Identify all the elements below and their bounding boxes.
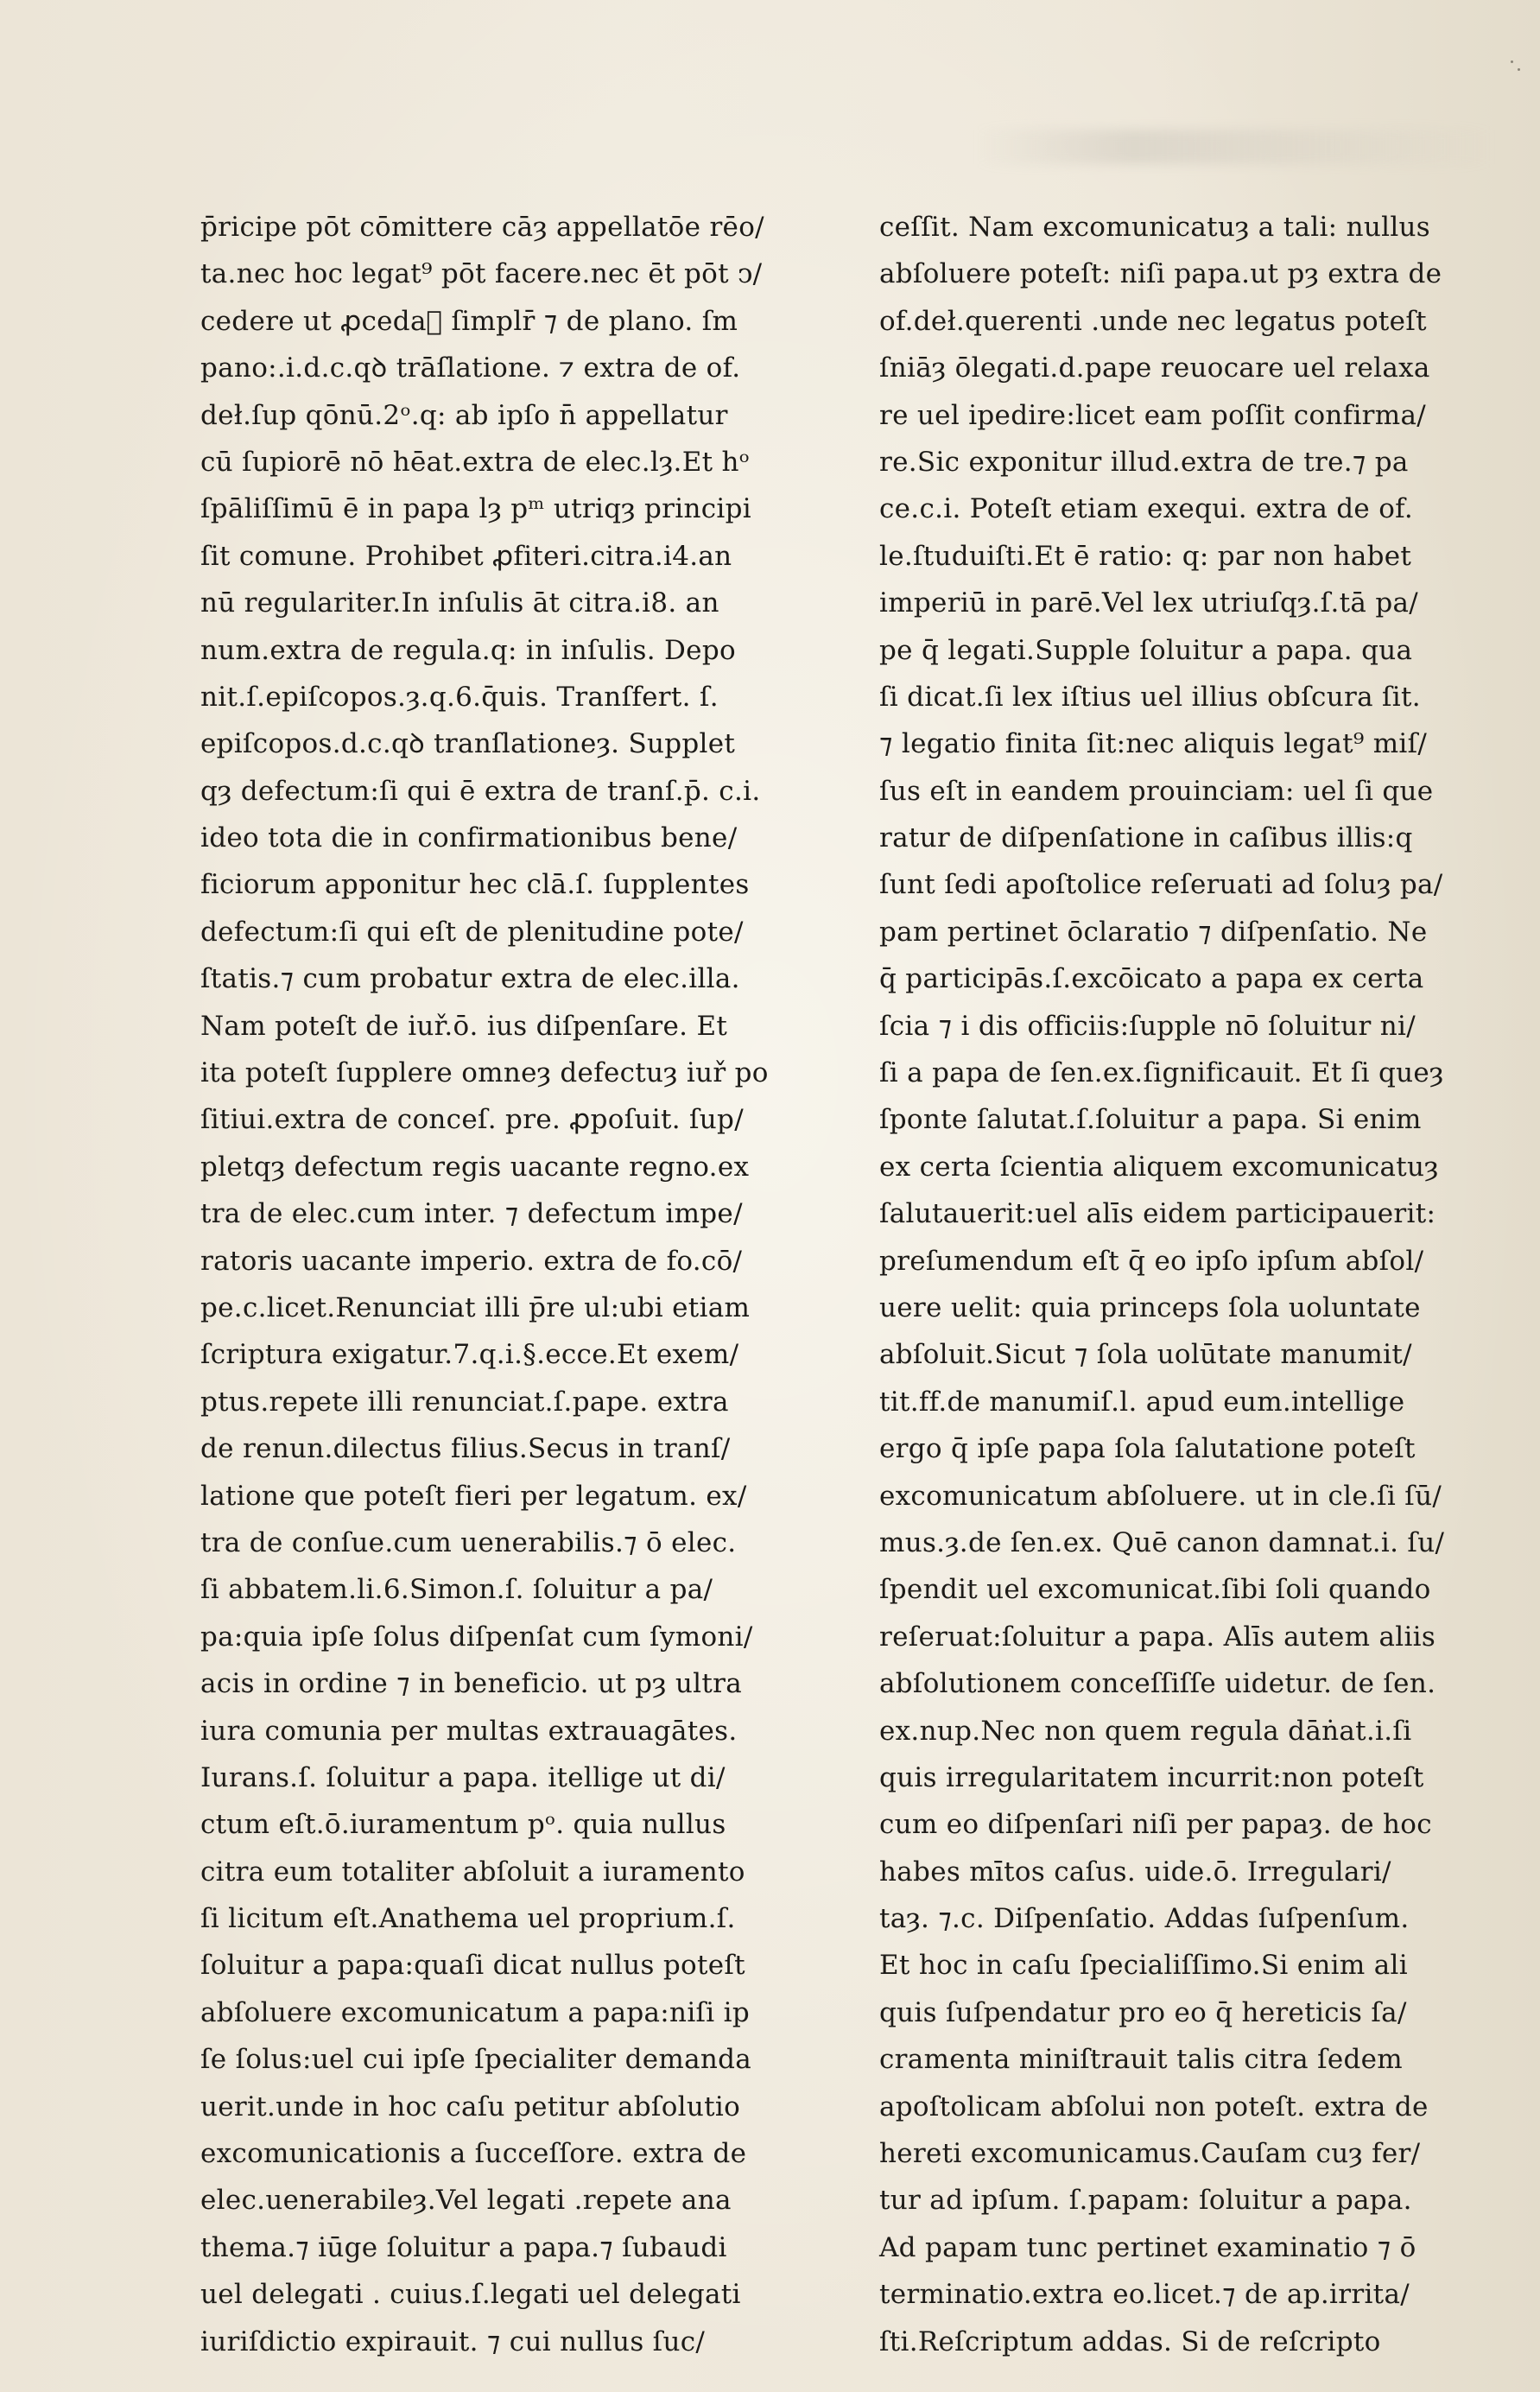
left-column-line: tra de conſue.cum uenerabilis.⁊ ō elec.	[200, 1526, 737, 1558]
right-column-line: of.deł.querenti .unde nec legatus poteſt	[879, 305, 1427, 337]
right-column-line: pam pertinet ōclaratio ⁊ diſpenſatio. Ne	[879, 916, 1428, 948]
right-column-line: taȝ. ⁊.c. Diſpenſatio. Addas ſuſpenſum.	[879, 1903, 1410, 1935]
left-column-line: num.extra de regula.q: in inſulis. Depo	[200, 634, 736, 666]
left-column-line: elec.uenerabileȝ.Vel legati .repete ana	[200, 2185, 732, 2217]
left-column-line: cū ſupiorē nō hēat.extra de elec.lȝ.Et hᵒ	[200, 446, 751, 478]
left-column-line: latione que poteſt fieri per legatum. ex/	[200, 1480, 747, 1512]
right-column-line: ſalutauerit:uel alīs eidem participauerit:	[879, 1198, 1436, 1230]
left-column-line: p̄ricipe pōt cōmittere cāȝ appellatōe rēo/	[200, 212, 764, 243]
right-column-line: preſumendum eſt q̄ eo ipſo ipſum abſol/	[879, 1245, 1424, 1277]
right-column-line: ſus eſt in eandem prouinciam: uel ſi que	[879, 775, 1434, 807]
right-column-line: le.ſtuduiſti.Et ē ratio: q: par non habet	[879, 540, 1412, 572]
right-column-line: re uel ipedire:licet eam poſſit confirma/	[879, 399, 1426, 431]
left-column-line: ſi licitum eſt.Anathema uel proprium.ſ.	[200, 1903, 736, 1935]
left-column-line: ta.nec hoc legat⁹ pōt facere.nec ēt pōt ͻ/	[200, 258, 763, 290]
left-column-line: ſe ſolus:uel cui ipſe ſpecialiter demanda	[200, 2044, 752, 2076]
right-column-line: habes mītos caſus. uide.ō. Irregulari/	[879, 1856, 1391, 1888]
right-text-column	[879, 204, 1475, 2365]
left-column-line: Nam poteſt de iuř.ō. ius diſpenſare. Et	[200, 1010, 728, 1042]
left-column-line: ideo tota die in confirmationibus bene/	[200, 822, 738, 854]
right-column-line: imperiū in parē.Vel lex utriuſqȝ.ſ.tā pa/	[879, 587, 1419, 619]
right-column-line: cum eo diſpenſari niſi per papaȝ. de hoc	[879, 1809, 1432, 1841]
right-column-line: quis ſuſpendatur pro eo q̄ hereticis ſa/	[879, 1996, 1407, 2028]
right-column-line: apoſtolicam abſolui non poteſt. extra de	[879, 2091, 1429, 2122]
right-column-line: abſoluit.Sicut ⁊ ſola uolūtate manumit/	[879, 1339, 1412, 1371]
left-column-line: uel delegati . cuius.ſ.legati uel delegati	[200, 2279, 741, 2311]
right-column-line: q̄ participās.ſ.excōicato a papa ex certa	[879, 963, 1424, 995]
left-column-line: pano:.i.d.c.qꝺ trāſlatione. ⁊ extra de of.	[200, 352, 741, 384]
right-column-line: ergo q̄ ipſe papa ſola ſalutatione poteſt	[879, 1433, 1416, 1465]
right-column-line: reſeruat:ſoluitur a papa. Alīs autem aliis	[879, 1621, 1436, 1653]
left-column-line: epiſcopos.d.c.qꝺ tranſlationeȝ. Supplet	[200, 728, 736, 760]
left-column-line: ctum eſt.ō.iuramentum pᵒ. quia nullus	[200, 1809, 726, 1841]
right-column-line: ceſſit. Nam excomunicatuȝ a tali: nullus	[879, 212, 1431, 243]
left-column-line: iuriſdictio expirauit. ⁊ cui nullus ſuc/	[200, 2325, 706, 2357]
right-column-line: terminatio.extra eo.licet.⁊ de ap.irrita/	[879, 2279, 1410, 2311]
left-column-line: ficiorum apponitur hec clā.ſ. ſupplentes	[200, 869, 750, 901]
left-column-line: ptus.repete illi renunciat.ſ.pape. extra	[200, 1386, 729, 1418]
right-column-line: pe q̄ legati.Supple ſoluitur a papa. qua	[879, 634, 1413, 666]
left-column-line: pletqȝ defectum regis uacante regno.ex	[200, 1151, 750, 1183]
show-through-text	[976, 130, 1494, 164]
right-column-line: ſniāȝ ōlegati.d.pape reuocare uel relaxa	[879, 352, 1430, 384]
left-column-line: defectum:ſi qui eſt de plenitudine pote/	[200, 916, 744, 948]
right-column-line: mus.ȝ.de ſen.ex. Quē canon damnat.i. ſu/	[879, 1526, 1445, 1558]
left-column-line: acis in ordine ⁊ in beneficio. ut pȝ ultra	[200, 1668, 743, 1700]
right-column-line: tur ad ipſum. ſ.papam: ſoluitur a papa.	[879, 2185, 1412, 2217]
right-column-line: ſcia ⁊ i dis officiis:ſupple nō ſoluitur ni/	[879, 1010, 1416, 1042]
right-column-line: tit.ff.de manumiſ.l. apud eum.intellige	[879, 1386, 1405, 1418]
left-column-line: ſi abbatem.li.6.Simon.ſ. ſoluitur a pa/	[200, 1574, 713, 1606]
right-column-line: uere uelit: quia princeps ſola uoluntate	[879, 1291, 1421, 1323]
right-column-line: hereti excomunicamus.Cauſam cuȝ fer/	[879, 2138, 1421, 2170]
left-column-line: Iurans.ſ. ſoluitur a papa. itellige ut di/	[200, 1761, 726, 1793]
left-column-line: thema.⁊ iūge ſoluitur a papa.⁊ ſubaudi	[200, 2231, 727, 2263]
left-column-line: excomunicationis a ſucceſſore. extra de	[200, 2138, 747, 2170]
left-column-line: tra de elec.cum inter. ⁊ defectum impe/	[200, 1198, 743, 1230]
left-column-line: ſtatis.⁊ cum probatur extra de elec.illa.	[200, 963, 740, 995]
paper-specks	[1511, 60, 1523, 73]
right-column-line: ſi dicat.ſi lex iſtius uel illius obſcura ſit.	[879, 681, 1421, 713]
right-column-line: excomunicatum abſoluere. ut in cle.ſi ſū/	[879, 1480, 1442, 1512]
left-column-line: abſoluere excomunicatum a papa:niſi ip	[200, 1996, 751, 2028]
right-column-line: ex certa ſcientia aliquem excomunicatuȝ	[879, 1151, 1439, 1183]
left-column-line: deł.ſup qōnū.2ᵒ.q: ab ipſo n̄ appellatur	[200, 399, 728, 431]
right-column-line: quis irregularitatem incurrit:non poteſt	[879, 1761, 1424, 1793]
left-column-line: ſoluitur a papa:quaſi dicat nullus poteſt	[200, 1950, 745, 1982]
left-column-line: iura comunia per multas extrauagātes.	[200, 1715, 738, 1747]
left-column-line: nit.ſ.epiſcopos.ȝ.q.6.q̄uis. Tranſfert. ſ.	[200, 681, 719, 713]
right-column-line: ſponte ſalutat.ſ.ſoluitur a papa. Si enim	[879, 1104, 1422, 1136]
left-column-line: uerit.unde in hoc caſu petitur abſolutio	[200, 2091, 741, 2122]
left-column-line: citra eum totaliter abſoluit a iuramento	[200, 1856, 745, 1888]
right-column-line: cramenta miniſtrauit talis citra ſedem	[879, 2044, 1404, 2076]
left-column-line: ſcriptura exigatur.7.q.i.§.ecce.Et exem/	[200, 1339, 739, 1371]
right-column-line: Et hoc in caſu ſpecialiſſimo.Si enim ali	[879, 1950, 1408, 1982]
right-column-line: ratur de diſpenſatione in caſibus illis:q	[879, 822, 1413, 854]
right-column-line: ſti.Reſcriptum addas. Si de reſcripto	[879, 2325, 1381, 2357]
right-column-line: ex.nup.Nec non quem regula dāṅat.i.ſi	[879, 1715, 1412, 1747]
left-column-line: qȝ defectum:ſi qui ē extra de tranſ.p̄. c.i.	[200, 775, 761, 807]
left-column-line: ſpāliſſimū ē in papa lȝ pᵐ utriqȝ principi	[200, 493, 751, 525]
right-column-line: Ad papam tunc pertinet examinatio ⁊ ō	[879, 2231, 1416, 2263]
left-column-line: ita poteſt ſupplere omneȝ defectuȝ iuř po	[200, 1057, 769, 1089]
right-column-line: ſunt ſedi apoſtolice reſeruati ad ſoluȝ pa/	[879, 869, 1443, 901]
left-column-line: pa:quia ipſe ſolus diſpenſat cum ſymoni/	[200, 1621, 753, 1653]
left-column-line: ſit comune. Prohibet ꝓfiteri.citra.i4.an	[200, 540, 732, 572]
right-column-line: ⁊ legatio finita ſit:nec aliquis legat⁹ miſ/	[879, 728, 1428, 760]
left-column-line: nū regulariter.In inſulis āt citra.i8. an	[200, 587, 719, 619]
right-column-line: re.Sic exponitur illud.extra de tre.⁊ pa	[879, 446, 1409, 478]
left-text-column	[200, 204, 840, 2365]
right-column-line: ſpendit uel excomunicat.ſibi ſoli quando	[879, 1574, 1431, 1606]
right-column-line: ce.c.i. Poteſt etiam exequi. extra de of.	[879, 493, 1413, 525]
left-column-line: cedere ut ꝓcedaᷓ ſimplr̄ ⁊ de plano. ſm	[200, 305, 738, 337]
right-column-line: ſi a papa de ſen.ex.ſignificauit. Et ſi queȝ	[879, 1057, 1444, 1089]
left-column-line: ſitiui.extra de conceſ. pre. ꝓpoſuit. ſup/	[200, 1104, 744, 1136]
right-column-line: abſoluere poteſt: niſi papa.ut pȝ extra de	[879, 258, 1442, 290]
left-column-line: ratoris uacante imperio. extra de fo.cō/	[200, 1245, 743, 1277]
right-column-line: abſolutionem conceſſiſſe uidetur. de ſen.	[879, 1668, 1436, 1700]
left-column-line: de renun.dilectus filius.Secus in tranſ/	[200, 1433, 731, 1465]
left-column-line: pe.c.licet.Renunciat illi p̄re ul:ubi etiam	[200, 1291, 751, 1323]
